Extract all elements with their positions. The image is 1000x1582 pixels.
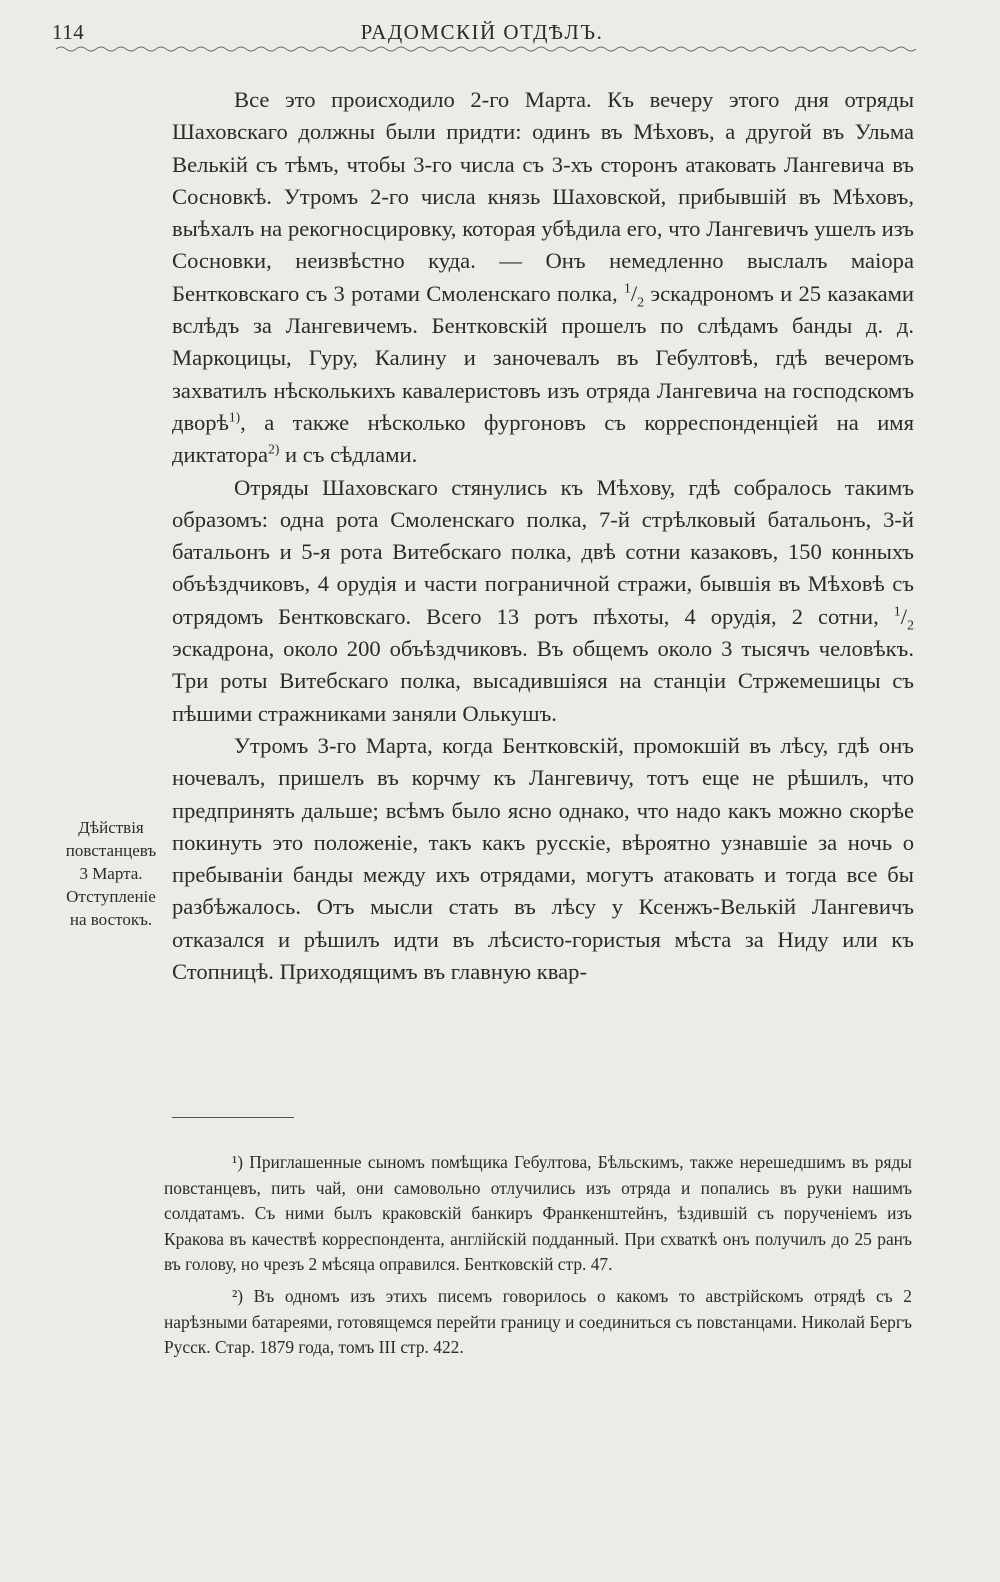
footnote-ref-2[interactable]: 2) xyxy=(268,441,280,457)
margin-note xyxy=(52,816,170,931)
fraction-half-2: $^1/_2$ xyxy=(893,603,914,634)
footnote-1-mark: ¹) xyxy=(232,1152,244,1172)
paragraph-1 xyxy=(172,84,914,472)
paragraph-1-part-d: и съ сѣдлами. xyxy=(279,442,418,468)
main-text xyxy=(172,84,914,988)
paragraph-2-part-a: Отряды Шаховскаго стянулись къ Мѣхову, гдѣ собралось такимъ образомъ: одна рота Смоленскаго полка, 7-й стрѣлковый батальонъ, 3-й батальонъ и 5-я рота Витебскаго полка, двѣ сотни казаковъ, 150 конныхъ объѣздчиковъ, 4 орудія и части пограничной стражи, бывшія въ Мѣховѣ съ отрядомъ Бентковскаго. Всего 13 ротъ пѣхоты, 4 орудія, 2 сотни, xyxy=(172,474,914,629)
header-wavy-rule xyxy=(56,44,916,54)
page-number: 114 xyxy=(52,20,85,44)
footnote-ref-1[interactable]: 1) xyxy=(228,409,241,425)
margin-note-line: повстанцевъ xyxy=(65,841,157,860)
fraction-numerator: 1 xyxy=(623,281,631,297)
footnote-2-mark: ²) xyxy=(232,1285,244,1306)
footnotes xyxy=(164,1150,912,1367)
footnote-2-text: Въ одномъ изъ этихъ писемъ говорилось о какомъ то австрійскомъ отрядѣ съ 2 нарѣзными батареями, готовящемся перейти границу и соединиться съ повстанцами. Николай Бергъ Русск. Стар. 1879 года, томъ III стр. 422. xyxy=(164,1285,912,1358)
paragraph-1-part-c: , а также нѣсколько фургоновъ съ корреспонденціей на имя диктатора xyxy=(172,409,914,468)
paragraph-2-part-b: эскадрона, около 200 объѣздчиковъ. Въ общемъ около 3 тысячъ человѣкъ. Три роты Витебскаго полка, высадившіяся на станціи Стржемешицы съ пѣшими стражниками заняли Олькушъ. xyxy=(172,636,914,726)
fraction-denominator: 2 xyxy=(637,295,645,311)
footnote-1-text: Приглашенные сыномъ помѣщика Гебултова, Бѣльскимъ, также нерешедшимъ въ ряды повстанцевъ, пить чай, они самовольно отлучились изъ отряда и попались въ руки нашимъ солдатамъ. Съ ними былъ краковскій банкиръ Франкенштейнъ, ѣздившій съ порученіемъ изъ Кракова въ качествѣ корреспондента, англійскій подданный. При схваткѣ онъ получилъ до 25 ранъ въ голову, но чрезъ 2 мѣсяца оправился. Бентковскій стр. 47. xyxy=(164,1152,912,1275)
fraction-half: $^1/_2$ xyxy=(623,280,645,311)
margin-note-line: Дѣйствія xyxy=(78,818,144,837)
margin-note-line: Отступленіе xyxy=(66,887,156,906)
footnote-1 xyxy=(164,1150,912,1278)
margin-note-line: 3 Марта. xyxy=(79,864,143,883)
paragraph-2 xyxy=(172,472,914,730)
running-title: РАДОМСКІЙ ОТДѢЛЪ. xyxy=(360,20,604,44)
footnote-divider xyxy=(172,1117,294,1118)
paragraph-3: Утромъ 3-го Марта, когда Бентковскій, промокшій въ лѣсу, гдѣ онъ ночевалъ, пришелъ въ корчму къ Лангевичу, тотъ еще не рѣшилъ, что предпринять дальше; всѣмъ было ясно однако, что надо какъ можно скорѣе покинуть это положеніе, такъ какъ русскіе, вѣроятно узнавшіе за ночь о пребываніи банды между ихъ отрядами, могутъ атаковать и тогда все бы разбѣжалось. Отъ мысли стать въ лѣсу у Ксенжъ-Велькій Лангевичъ отказался и рѣшилъ идти въ лѣсисто-гористыя мѣста за Ниду или къ Стопницѣ. Приходящимъ въ главную квар- xyxy=(172,732,914,985)
footnote-2 xyxy=(164,1284,912,1361)
fraction-denominator: 2 xyxy=(907,618,914,634)
paragraph-1-part-a: Все это происходило 2-го Марта. Къ вечеру этого дня отряды Шаховскаго должны были придти: одинъ въ Мѣховъ, а другой въ Ульма Велькій съ тѣмъ, чтобы 3-го числа съ 3-хъ сторонъ атаковать Лангевича въ Сосновкѣ. Утромъ 2-го числа князь Шаховской, прибывшій въ Мѣховъ, выѣхалъ на рекогносцировку, которая убѣдила его, что Лангевичъ ушелъ изъ Сосновки, неизвѣстно куда. — Онъ немедленно выслалъ маіора Бентковскаго съ 3 ротами Смоленскаго полка, xyxy=(172,87,914,306)
paragraph-1-part-b: эскадрономъ и 25 казаками вслѣдъ за Лангевичемъ. Бентковскій прошелъ по слѣдамъ банды д. д. Маркоцицы, Гуру, Калину и заночевалъ въ Гебултовѣ, гдѣ вечеромъ захватилъ нѣсколькихъ кавалеристовъ изъ отряда Лангевича на господскомъ дворѣ xyxy=(172,280,914,435)
margin-note-line: на востокъ. xyxy=(69,910,153,929)
fraction-numerator: 1 xyxy=(893,604,901,620)
